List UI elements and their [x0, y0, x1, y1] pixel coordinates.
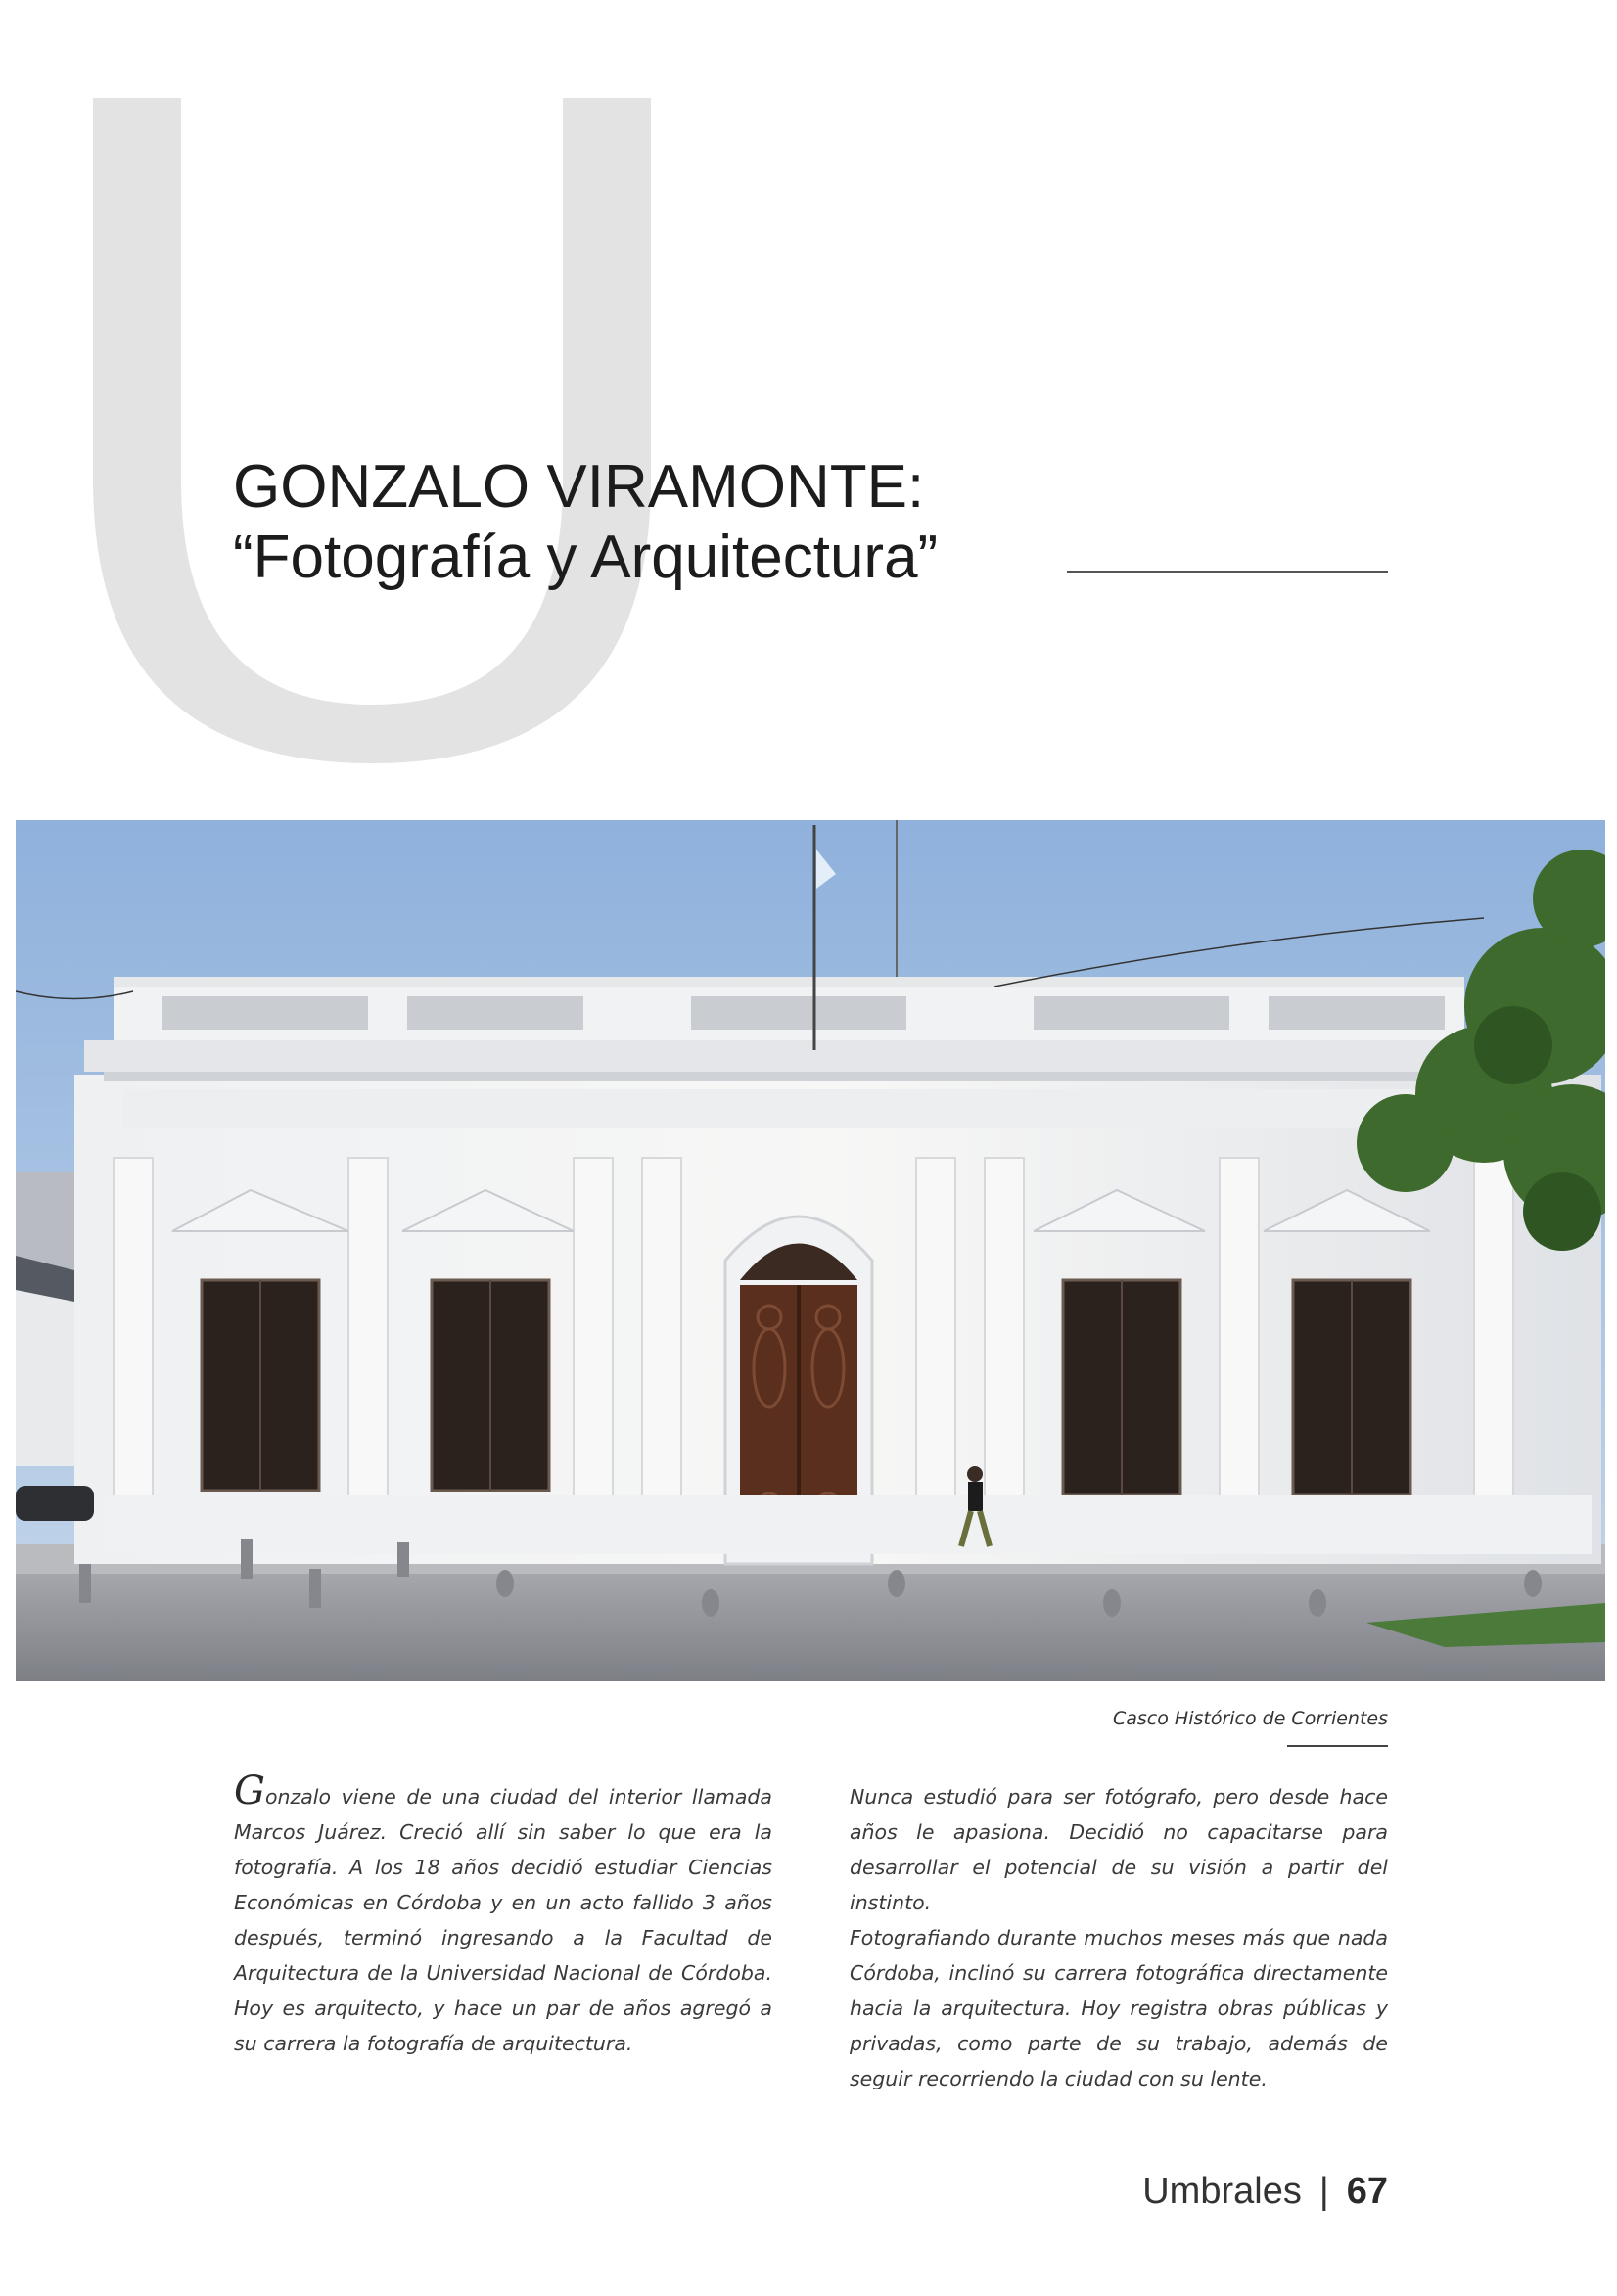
- caption-rule: [1287, 1745, 1388, 1747]
- left-paragraph: [234, 1768, 772, 2061]
- article-title: [233, 452, 938, 593]
- body-column-right: [850, 1779, 1388, 2096]
- footer-separator: |: [1318, 2171, 1329, 2212]
- right-paragraph-2: Fotografiando durante muchos meses más que nada Córdoba, inclinó su carrera fotográfica directamente hacia la arquitectura. Hoy registra obras públicas y privadas, como parte de su trabajo, además de seguir recorriendo la ciudad con su lente.: [850, 1926, 1388, 2090]
- magazine-name: Umbrales: [1142, 2171, 1302, 2212]
- right-paragraph-1: Nunca estudió para ser fotógrafo, pero desde hace años le apasiona. Decidió no capacitarse para desarrollar el potencial de su visión a partir del instinto.: [850, 1785, 1388, 1914]
- drop-cap: G: [234, 1768, 265, 1814]
- photo-caption: Casco Histórico de Corrientes: [1112, 1708, 1388, 1729]
- decorative-letter-u: [93, 98, 651, 763]
- building-photo: [16, 820, 1605, 1681]
- body-column-left: [234, 1768, 772, 2061]
- page-footer: [1142, 2171, 1388, 2213]
- title-line-1: GONZALO VIRAMONTE:: [233, 453, 925, 521]
- page-number: 67: [1346, 2171, 1388, 2212]
- left-paragraph-text: onzalo viene de una ciudad del interior llamada Marcos Juárez. Creció allí sin saber lo que era la fotografía. A los 18 años decidió estudiar Ciencias Económicas en Córdoba y en un acto fallido 3 años después, terminó ingresando a la Facultad de Arquitectura de la Universidad Nacional de Córdoba. Hoy es arquitecto, y hace un par de años agregó a su carrera la fotografía de arquitectura.: [234, 1785, 772, 2055]
- title-rule: [1067, 571, 1388, 573]
- title-line-2: “Fotografía y Arquitectura”: [233, 524, 939, 591]
